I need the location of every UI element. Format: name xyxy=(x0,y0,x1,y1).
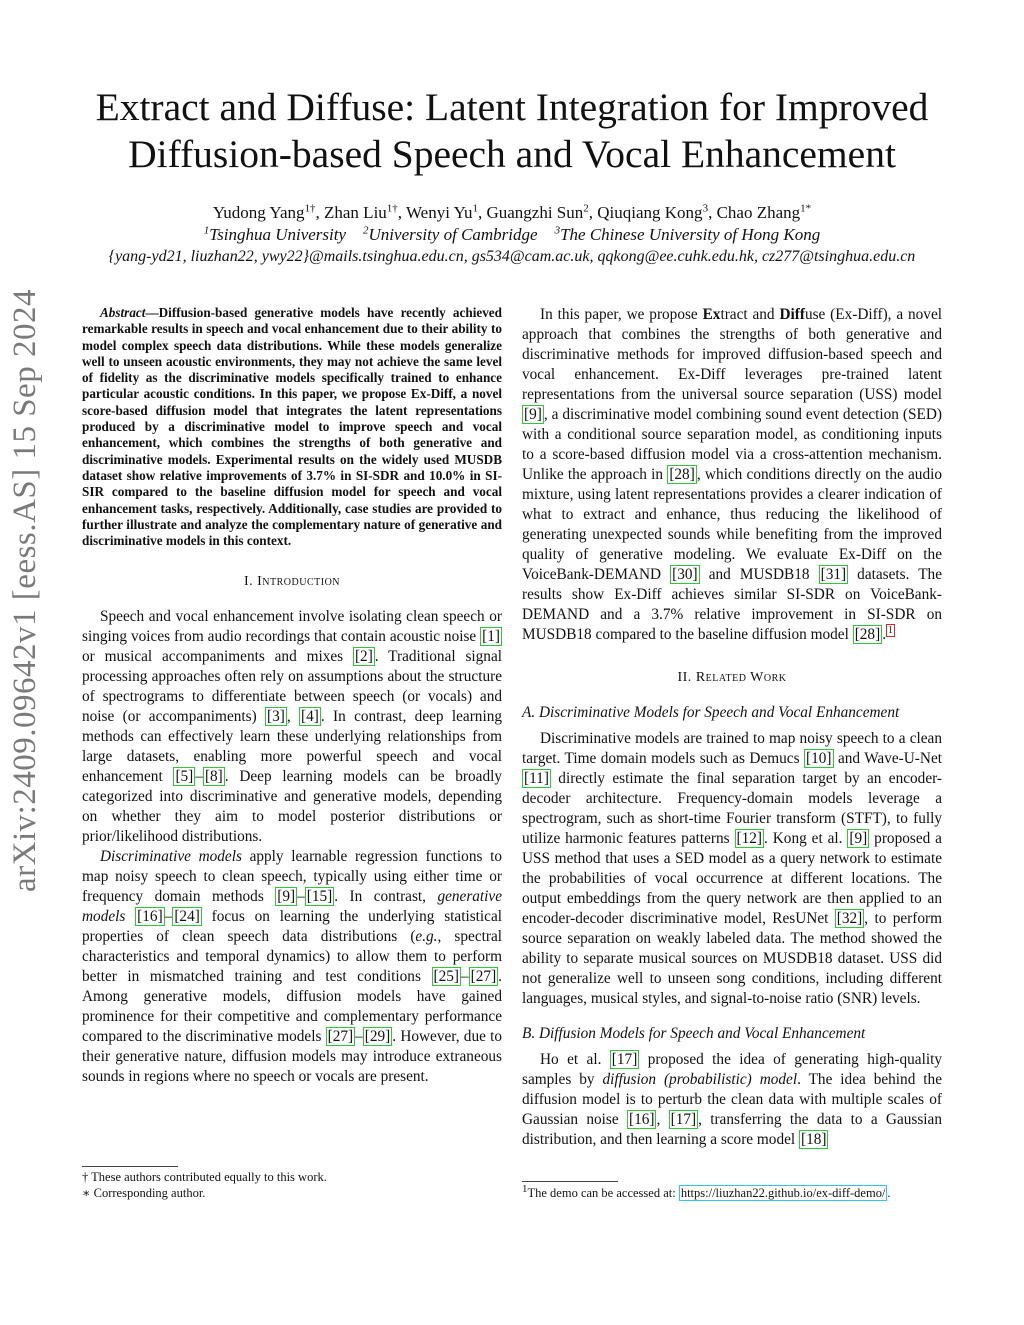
citation-link[interactable]: [18] xyxy=(800,1131,827,1148)
section-heading-introduction xyxy=(82,572,502,592)
citation-link[interactable]: [16] xyxy=(628,1111,655,1128)
citation-link[interactable]: [9] xyxy=(277,888,296,906)
author-sup: 2 xyxy=(583,202,589,215)
footnote-text: The demo can be accessed at: xyxy=(527,1186,679,1200)
affil-sup: 3 xyxy=(554,224,561,237)
citation-link[interactable]: [25] xyxy=(433,968,460,986)
footnote-demo: $^1$The demo can be accessed at: https://liuzhan22.github.io/ex-diff-demo/ . xyxy=(522,1182,891,1200)
citation-link[interactable]: [10] xyxy=(806,750,832,767)
subsection-heading-b: B. Diffusion Models for Speech and Vocal Enhancement xyxy=(522,1025,866,1042)
citation-link[interactable]: [4] xyxy=(301,708,319,726)
citation-link[interactable]: [9] xyxy=(849,830,868,847)
intro-paragraph-1: Speech and vocal enhancement involve isolating clean speech or singing voices from audio recordings that contain acoustic noise [1] or musical accompaniments and mixes [2] . Traditional signal processing approaches often rely on assumptions about the structure of spectrograms to differentiate between speech (or vocals) and noise (or accompaniments) [3] , [4] . In contrast, deep learning methods can effectively learn these underlying relationships from large datasets, enabling more powerful speech and vocal enhancement [5] – [8] . Deep learning models can be broadly categorized into discriminative and generative models, depending on whether they aim to model posterior distributions or prior/likelihood distributions. xyxy=(82,608,503,846)
citation-link[interactable]: [12] xyxy=(736,830,763,847)
citation-link[interactable]: [11] xyxy=(524,770,549,787)
section-title: Introduction xyxy=(257,574,341,590)
abstract-text: —Diffusion-based generative models have recently achieved remarkable results in speech and vocal enhancement due to their ability to model complex speech data distributions. While these models generalize well to unseen acoustic environments, they may not achieve the same level of fidelity as the discriminative models specifically trained to enhance particular acoustic conditions. In this paper, we propose Ex-Diff, a novel score-based diffusion model that integrates the latent representations produced by a discriminative model to improve speech and vocal enhancement, which combines the strengths of both generative and discriminative models. Experimental results on the widely used MUSDB dataset show relative improvements of 3.7% in SI-SDR and 10.0% in SI-SIR compared to the baseline diffusion model for speech and vocal enhancement tasks, respectively. Additionally, case studies are provided to further illustrate and analyze the complementary nature of generative and discriminative models in this context. xyxy=(82,305,502,549)
affil-sup: 1 xyxy=(203,224,210,237)
footnote-rule xyxy=(522,1181,618,1182)
footnote-number: 1 xyxy=(522,1182,528,1195)
citation-link[interactable]: [28] xyxy=(854,626,881,643)
citation-link[interactable]: [24] xyxy=(174,908,200,926)
affiliation: The Chinese University of Hong Kong xyxy=(560,225,821,244)
affiliation: University of Cambridge xyxy=(368,225,538,244)
author-name: Zhan Liu xyxy=(324,203,387,222)
section-number: II. xyxy=(677,670,692,685)
citation-link[interactable]: [5] xyxy=(175,768,194,786)
section-number: I. xyxy=(243,574,254,590)
abstract xyxy=(82,305,502,549)
author-sup: 1* xyxy=(800,202,812,215)
author-emails: {yang-yd21, liuzhan22, ywy22}@mails.tsinghua.edu.cn, gs534@cam.ac.uk, qqkong@ee.cuhk.edu.hk, cz277@tsinghua.edu.cn xyxy=(108,248,916,265)
related-work-paragraph-a: Discriminative models are trained to map noisy speech to a clean target. Time domain models such as Demucs [10] and Wave-U-Net [11] directly estimate the final separation target by an encoder-decoder architecture. Frequency-domain models leverage a spectrogram, such as short-time Fourier transform (STFT), to fully utilize harmonic features patterns [12] . Kong et al. [9] proposed a USS method that uses a SED model as a query network to estimate the probabilities of vocal occurrence at different locations. The output embeddings from the query network are then applied to an encoder-decoder discriminative model, ResUNet [32] , to perform source separation on weakly labeled data. The method showed the ability to separate musical sources on MUSDB18 dataset. USS did not generalize well to unseen song conditions, including different languages, musical styles, and signal-to-noise ratio (SNR) levels. xyxy=(522,730,943,1007)
footnote-rule xyxy=(82,1166,178,1167)
author-list: Yudong Yang$^{1\dagger}$, Zhan Liu$^{1\dagger}$, Wenyi Yu$^1$, Guangzhi Sun$^2$, Qiuqiang Kong$^3$, Chao Zhang$^{1*}$ xyxy=(212,202,812,222)
citation-link[interactable]: [17] xyxy=(670,1111,697,1128)
citation-link[interactable]: [8] xyxy=(204,768,223,786)
section-title: Related Work xyxy=(695,670,787,685)
title-line-2: Diffusion-based Speech and Vocal Enhancement xyxy=(128,132,896,176)
affiliation: Tsinghua University xyxy=(209,225,347,244)
citation-link[interactable]: [28] xyxy=(669,466,695,483)
author-sup: 1† xyxy=(304,202,316,215)
citation-link[interactable]: [29] xyxy=(364,1028,391,1046)
title-line-1: Extract and Diffuse: Latent Integration for Improved xyxy=(95,85,929,129)
citation-link[interactable]: [1] xyxy=(482,628,500,646)
affiliations xyxy=(60,224,964,245)
intro-paragraph-3: In this paper, we propose Extract and Diffuse (Ex-Diff), a novel approach that combines the strengths of both generative and discriminative methods for improved diffusion-based speech and vocal enhancement. Ex-Diff leverages pre-trained latent representations from the universal source separation (USS) model [9] , a discriminative model combining sound event detection (SED) with a conditional source separation model, as conditioning inputs to a score-based diffusion model via a cross-attention mechanism. Unlike the approach in [28] , which conditions directly on the audio mixture, using latent representations provides a clearer indication of what to extract and enhance, thus reducing the likelihood of generating unexpected sounds while benefiting from the improved quality of generative modeling. We evaluate Ex-Diff on the VoiceBank-DEMAND [30] and MUSDB18 [31] datasets. The results show Ex-Diff achieves similar SI-SDR on VoiceBank-DEMAND and a 3.7% relative improvement in SI-SDR on MUSDB18 compared to the baseline diffusion model [28] . $^1$ xyxy=(522,306,942,643)
author-name: Wenyi Yu xyxy=(406,203,473,222)
affil-sup: 2 xyxy=(363,224,369,237)
footnote-equal-contribution: † These authors contributed equally to this work. xyxy=(82,1170,327,1184)
author-name: Guangzhi Sun xyxy=(486,203,584,222)
author-name: Qiuqiang Kong xyxy=(597,203,703,222)
citation-link[interactable]: [32] xyxy=(836,910,863,927)
right-column xyxy=(522,305,942,1150)
author-sup: 1 xyxy=(472,202,478,215)
footnote-corresponding: ∗ Corresponding author. xyxy=(82,1185,206,1200)
demo-url-link[interactable]: https://liuzhan22.github.io/ex-diff-demo/ xyxy=(680,1186,886,1200)
author-name: Yudong Yang xyxy=(212,203,305,222)
author-name: Chao Zhang xyxy=(716,203,801,222)
section-heading-related-work xyxy=(522,668,942,688)
abstract-label: Abstract xyxy=(100,305,146,320)
citation-link[interactable]: [27] xyxy=(470,968,497,986)
left-column xyxy=(82,305,502,1087)
related-work-paragraph-b: Ho et al. [17] proposed the idea of generating high-quality samples by diffusion (probabilistic) model. The idea behind the diffusion model is to perturb the clean data with multiple scales of Gaussian noise [16] , [17] , transferring the data to a Gaussian distribution, and then learning a score model [18] xyxy=(522,1051,942,1148)
citation-link[interactable]: [27] xyxy=(327,1028,354,1046)
citation-link[interactable]: [9] xyxy=(524,406,542,423)
paper-title xyxy=(60,84,964,178)
citation-link[interactable]: [3] xyxy=(267,708,285,726)
author-sup: 1† xyxy=(386,202,398,215)
citation-link[interactable]: [31] xyxy=(820,566,847,583)
footnotes-left xyxy=(82,1170,502,1201)
citation-link[interactable]: [16] xyxy=(137,908,163,926)
citation-link[interactable]: [2] xyxy=(354,648,373,666)
intro-paragraph-2: Discriminative models apply learnable regression functions to map noisy speech to clean speech, typically using either time or frequency domain methods [9] – [15] . In contrast, generative models [16] – [24] focus on learning the underlying statistical properties of clean speech data distributions (e.g., spectral characteristics and temporal dynamics) to allow them to perform better in mismatched training and test conditions [25] – [27] . Among generative models, diffusion models have gained prominence for their competitive and complementary performance compared to the discriminative models [27] – [29] . However, due to their generative nature, diffusion models may introduce extraneous sounds in regions where no speech or vocals are present. xyxy=(82,848,503,1086)
author-sup: 3 xyxy=(702,202,709,215)
citation-link[interactable]: [15] xyxy=(306,888,333,906)
footnote-link[interactable]: 1 xyxy=(888,624,894,636)
arxiv-sidebar-stamp: arXiv:2409.09642v1 [eess.AS] 15 Sep 2024 xyxy=(7,289,43,892)
subsection-heading-a: A. Discriminative Models for Speech and Vocal Enhancement xyxy=(522,704,900,721)
citation-link[interactable]: [17] xyxy=(611,1051,638,1068)
citation-link[interactable]: [30] xyxy=(672,566,698,583)
